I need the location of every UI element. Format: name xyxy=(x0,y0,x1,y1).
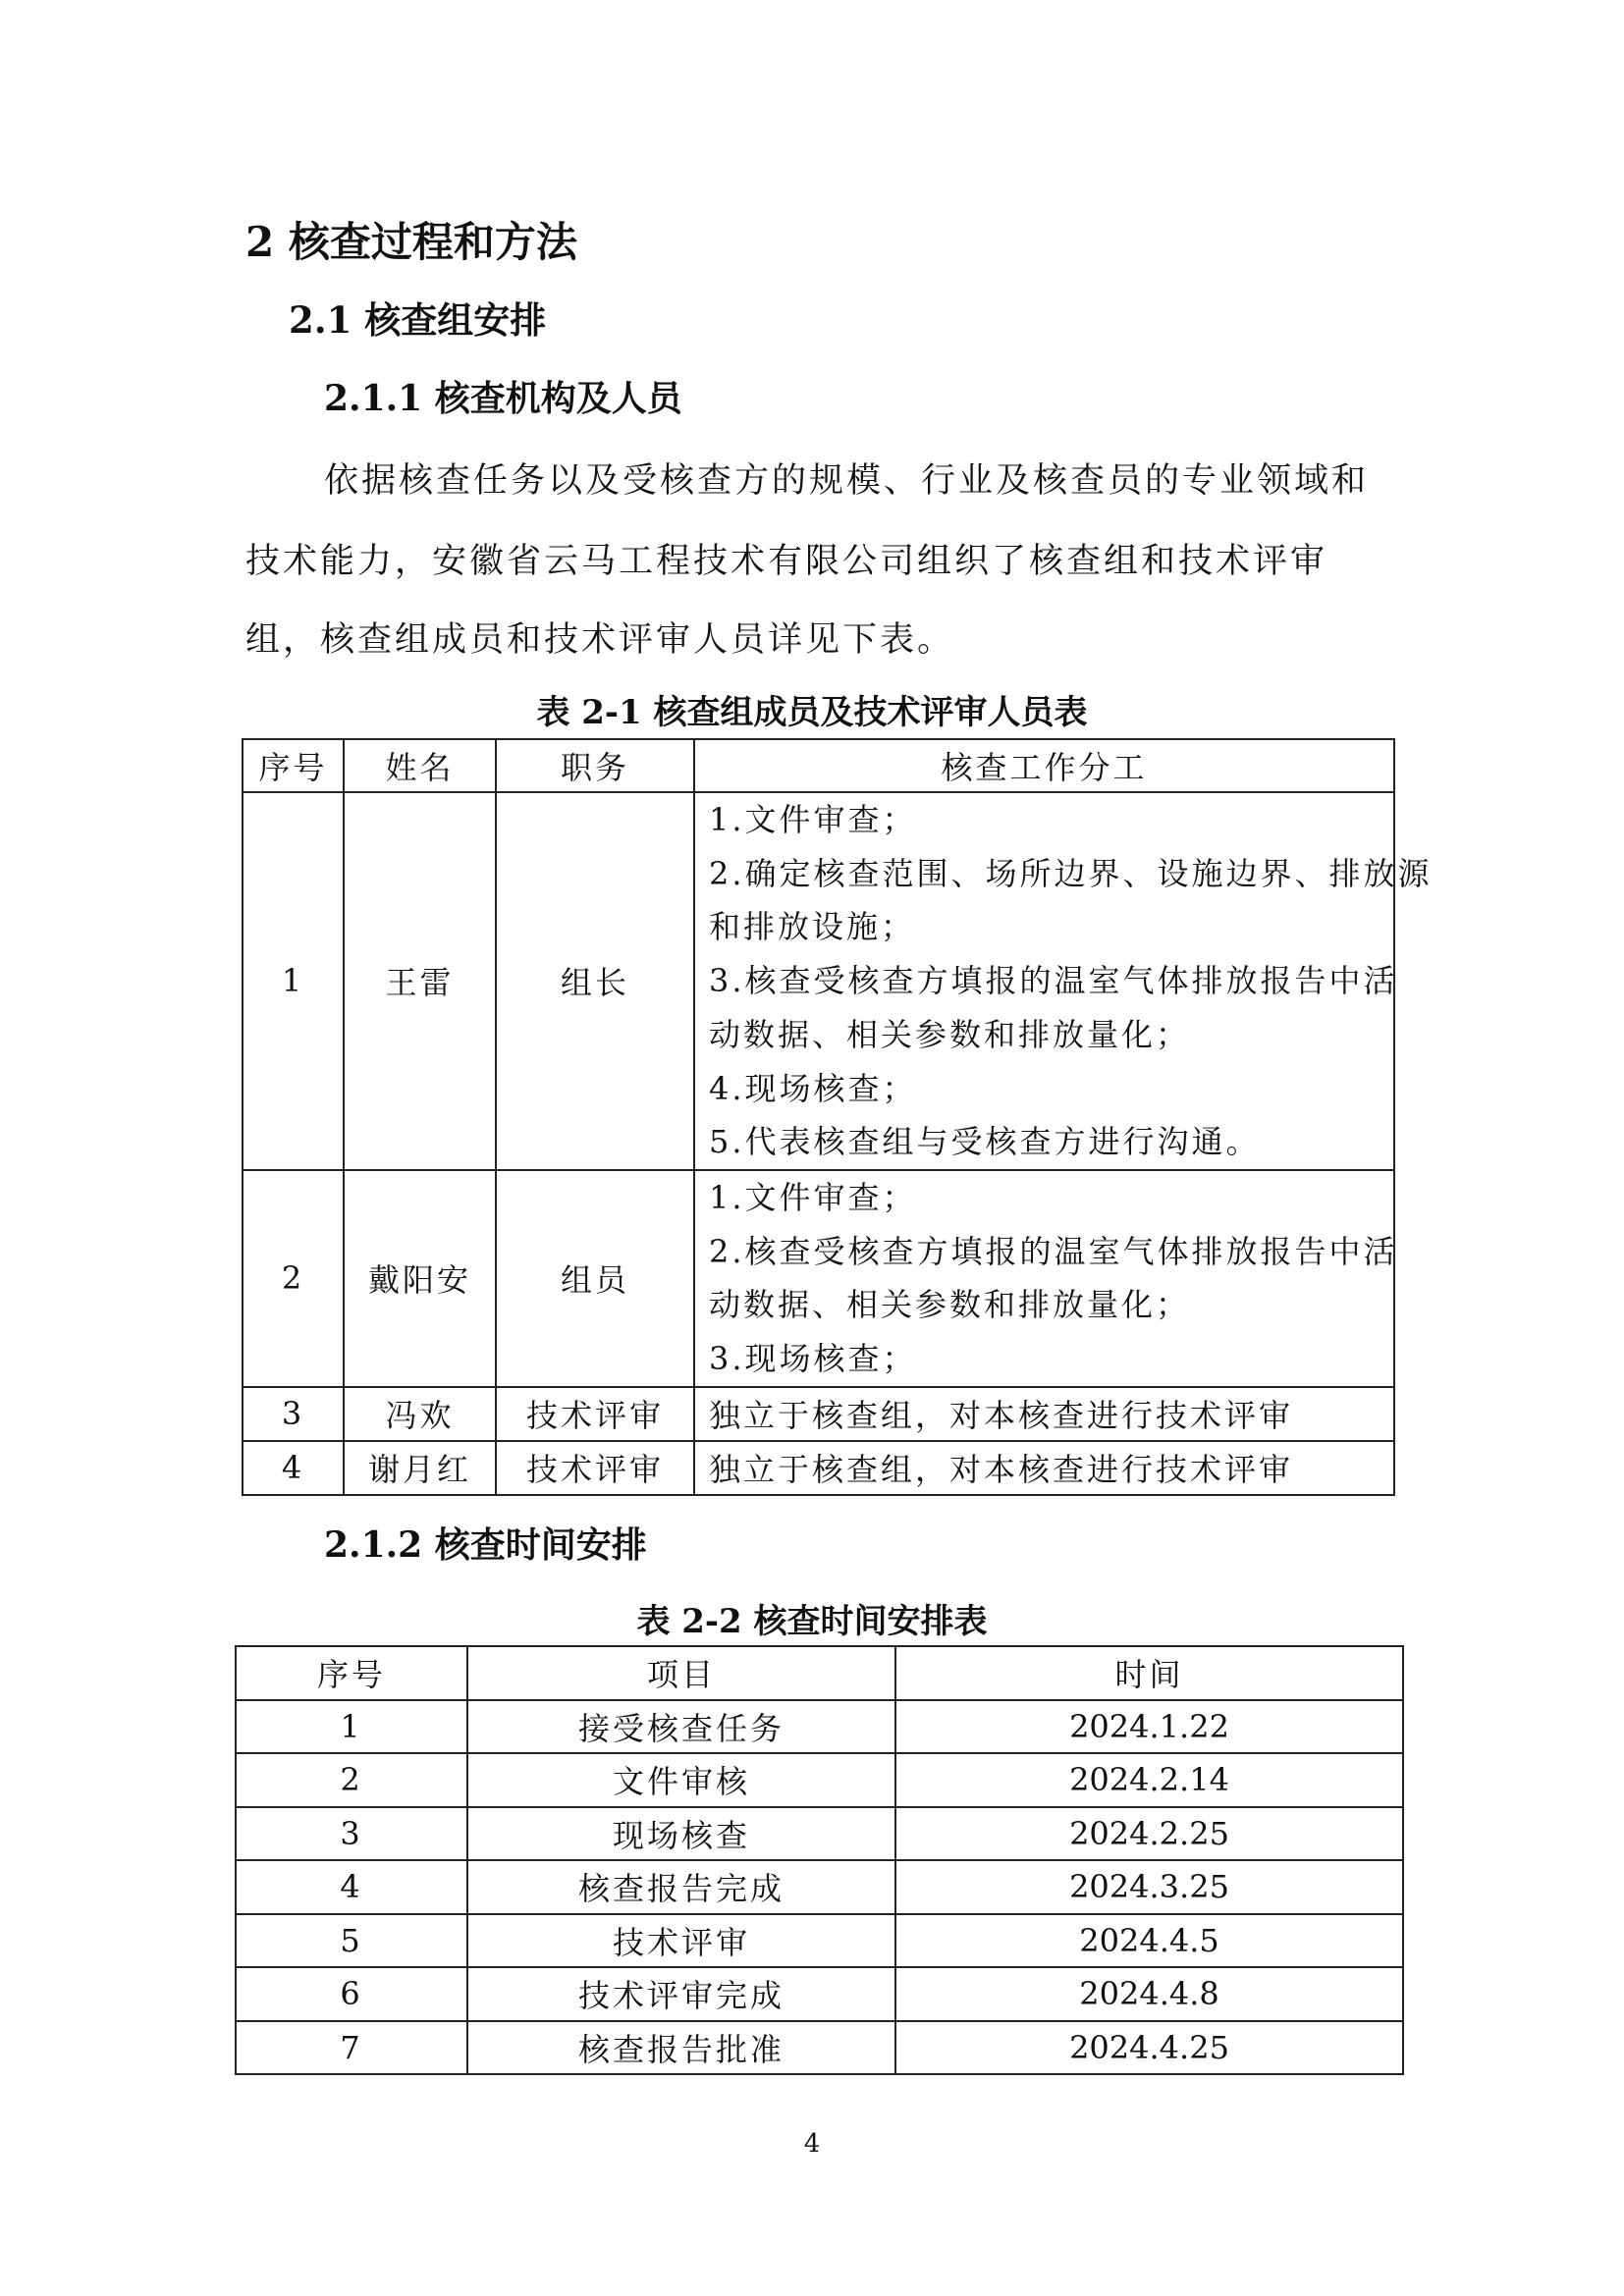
table-row xyxy=(236,2021,1403,2075)
row-number: 4 xyxy=(243,1441,344,1495)
schedule-date: 2024.2.14 xyxy=(895,1753,1403,1807)
table-header-row xyxy=(236,1646,1403,1700)
table-row xyxy=(243,792,1394,1170)
member-role: 组员 xyxy=(496,1170,694,1387)
table-row xyxy=(243,1170,1394,1387)
column-header: 序号 xyxy=(236,1646,467,1700)
schedule-table xyxy=(235,1645,1404,2075)
column-header: 职务 xyxy=(496,739,694,792)
paragraph-line: 组，核查组成员和技术评审人员详见下表。 xyxy=(245,620,955,660)
duty-cell xyxy=(694,792,1433,1170)
schedule-item: 现场核查 xyxy=(467,1807,895,1861)
member-name: 冯欢 xyxy=(344,1387,496,1441)
duty-line: 5.代表核查组与受核查方进行沟通。 xyxy=(709,1123,1261,1161)
schedule-item: 核查报告完成 xyxy=(467,1860,895,1914)
duty-line: 3.现场核查； xyxy=(709,1340,917,1378)
duty-line: 4.现场核查； xyxy=(709,1069,917,1107)
duty-line: 1.文件审查； xyxy=(709,1178,917,1216)
table-row xyxy=(236,1914,1403,1968)
table-header-row xyxy=(243,739,1394,792)
duty-cell: 独立于核查组，对本核查进行技术评审 xyxy=(694,1387,1394,1441)
table-row xyxy=(236,1807,1403,1861)
row-number: 3 xyxy=(243,1387,344,1441)
schedule-date: 2024.2.25 xyxy=(895,1807,1403,1861)
staff-table xyxy=(242,738,1433,1496)
schedule-item: 核查报告批准 xyxy=(467,2021,895,2075)
row-number: 4 xyxy=(236,1860,467,1914)
row-number: 1 xyxy=(236,1700,467,1754)
schedule-item: 接受核查任务 xyxy=(467,1700,895,1754)
sub-subsection-heading-schedule: 2.1.2 核查时间安排 xyxy=(324,1524,647,1566)
member-role: 技术评审 xyxy=(496,1387,694,1441)
schedule-item: 文件审核 xyxy=(467,1753,895,1807)
duty-line: 2.确定核查范围、场所边界、设施边界、排放源 xyxy=(709,854,1433,892)
duty-line: 和排放设施； xyxy=(709,908,916,946)
table-row xyxy=(236,1967,1403,2021)
paragraph-line: 技术能力，安徽省云马工程技术有限公司组织了核查组和技术评审 xyxy=(245,542,1328,581)
row-number: 5 xyxy=(236,1914,467,1968)
member-role: 组长 xyxy=(496,792,694,1170)
table-caption: 表 2-2 核查时间安排表 xyxy=(636,1602,988,1641)
table-row xyxy=(243,1441,1394,1495)
duty-cell xyxy=(694,1170,1398,1387)
member-role: 技术评审 xyxy=(496,1441,694,1495)
duty-line: 1.文件审查； xyxy=(709,801,917,838)
sub-subsection-heading-staff: 2.1.1 核查机构及人员 xyxy=(324,378,682,419)
column-header: 姓名 xyxy=(344,739,496,792)
column-header: 项目 xyxy=(467,1646,895,1700)
duty-line: 3.核查受核查方填报的温室气体排放报告中活 xyxy=(709,962,1398,1000)
table-caption: 表 2-1 核查组成员及技术评审人员表 xyxy=(536,693,1088,732)
schedule-date: 2024.4.5 xyxy=(895,1914,1403,1968)
duty-line: 动数据、相关参数和排放量化； xyxy=(709,1286,1191,1324)
subsection-heading: 2.1 核查组安排 xyxy=(289,298,547,342)
row-number: 2 xyxy=(236,1753,467,1807)
schedule-date: 2024.4.8 xyxy=(895,1967,1403,2021)
duty-cell: 独立于核查组，对本核查进行技术评审 xyxy=(694,1441,1394,1495)
duty-line: 2.核查受核查方填报的温室气体排放报告中活 xyxy=(709,1232,1398,1270)
row-number: 3 xyxy=(236,1807,467,1861)
column-header: 时间 xyxy=(895,1646,1403,1700)
member-name: 戴阳安 xyxy=(344,1170,496,1387)
member-name: 王雷 xyxy=(344,792,496,1170)
schedule-date: 2024.1.22 xyxy=(895,1700,1403,1754)
paragraph-line: 依据核查任务以及受核查方的规模、行业及核查员的专业领域和 xyxy=(324,461,1370,501)
section-heading: 2 核查过程和方法 xyxy=(245,218,577,266)
schedule-date: 2024.4.25 xyxy=(895,2021,1403,2075)
row-number: 6 xyxy=(236,1967,467,2021)
row-number: 7 xyxy=(236,2021,467,2075)
row-number: 2 xyxy=(243,1170,344,1387)
table-row xyxy=(236,1860,1403,1914)
schedule-date: 2024.3.25 xyxy=(895,1860,1403,1914)
member-name: 谢月红 xyxy=(344,1441,496,1495)
duty-line: 动数据、相关参数和排放量化； xyxy=(709,1015,1191,1053)
column-header: 序号 xyxy=(243,739,344,792)
table-row xyxy=(236,1700,1403,1754)
column-header: 核查工作分工 xyxy=(694,739,1394,792)
table-row xyxy=(236,1753,1403,1807)
table-row xyxy=(243,1387,1394,1441)
schedule-item: 技术评审完成 xyxy=(467,1967,895,2021)
page-number: 4 xyxy=(803,2129,821,2159)
row-number: 1 xyxy=(243,792,344,1170)
schedule-item: 技术评审 xyxy=(467,1914,895,1968)
